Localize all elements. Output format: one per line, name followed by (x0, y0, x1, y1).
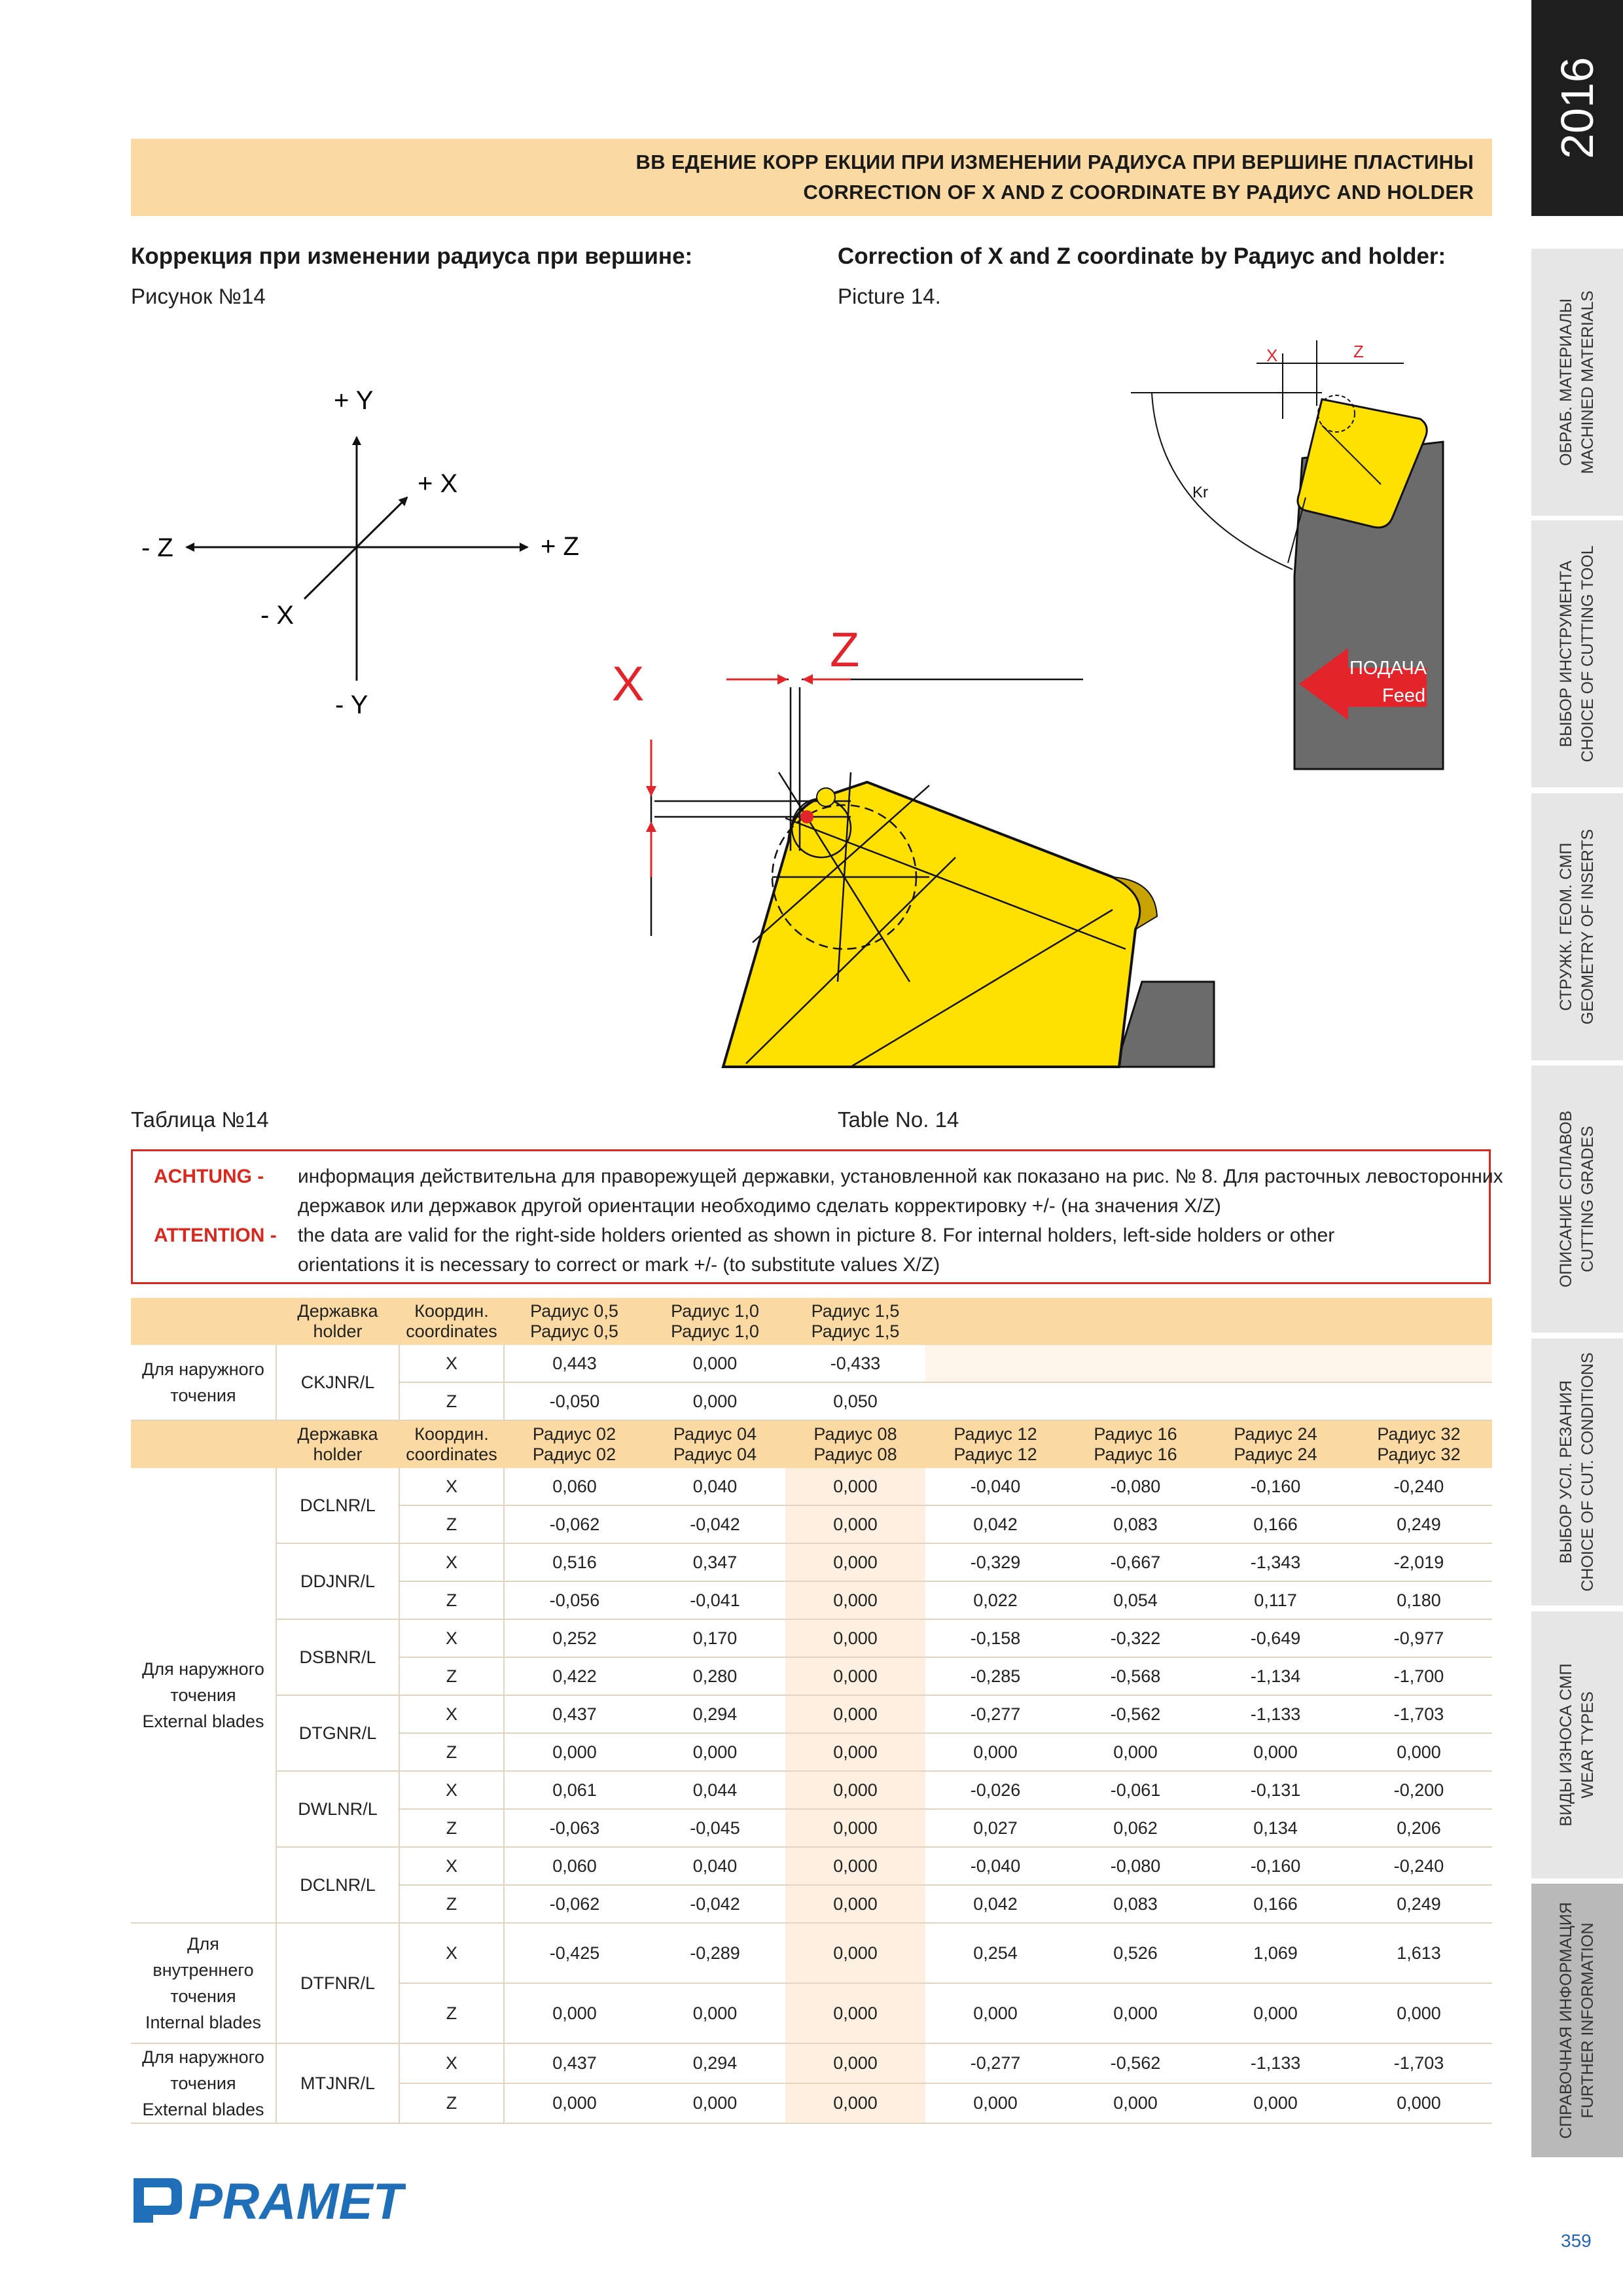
value-cell: 0,060 (504, 1847, 645, 1885)
value-cell: 0,249 (1346, 1885, 1492, 1923)
pramet-logo (131, 2173, 406, 2225)
page-number: 359 (1561, 2231, 1592, 2251)
value-cell: -1,700 (1346, 1657, 1492, 1695)
value-cell: -0,063 (504, 1809, 645, 1847)
header-cell: Радиус 02 Радиус 02 (504, 1420, 645, 1468)
table-row (131, 1619, 1492, 1657)
header-cell: Координ. coordinates (399, 1420, 504, 1468)
header-cell: Радиус 04 Радиус 04 (645, 1420, 785, 1468)
value-cell: 0,000 (504, 1733, 645, 1771)
value-cell: 0,061 (504, 1771, 645, 1809)
value-cell: -0,240 (1346, 1847, 1492, 1885)
value-cell: -0,200 (1346, 1771, 1492, 1809)
axis-label-plus-y: + Y (334, 386, 374, 415)
header-empty (925, 1298, 1065, 1345)
empty-cell (925, 1345, 1065, 1382)
value-cell: 0,042 (925, 1505, 1065, 1543)
sidebar-tab-en: CHOICE OF CUTTING TOOL (1578, 545, 1597, 762)
coordinate: X (399, 1923, 504, 1983)
value-cell: -1,703 (1346, 2043, 1492, 2083)
feed-label-ru: ПОДАЧА (1349, 658, 1427, 679)
value-cell: 0,062 (1065, 1809, 1205, 1847)
value-cell: 0,042 (925, 1885, 1065, 1923)
value-cell: -0,277 (925, 2043, 1065, 2083)
sidebar-tab-label (1556, 1902, 1599, 2139)
header-cell: Радиус 12 Радиус 12 (925, 1420, 1065, 1468)
axis-label-plus-z: + Z (541, 532, 579, 561)
value-cell: 0,000 (785, 1847, 925, 1885)
table-row (131, 1771, 1492, 1809)
header-empty (1065, 1298, 1205, 1345)
value-cell: 0,040 (645, 1468, 785, 1505)
value-cell: 0,254 (925, 1923, 1065, 1983)
value-cell: -0,026 (925, 1771, 1065, 1809)
sidebar-tab-7[interactable] (1531, 1884, 1623, 2157)
empty-cell (1065, 1382, 1205, 1420)
warning-en-line2: orientations it is necessary to correct or mark +/- (to substitute values X/Z) (298, 1254, 940, 1276)
header-title-ru: ВВ ЕДЕНИЕ КОРР ЕКЦИИ ПРИ ИЗМЕНЕНИИ РАДИУСА ПРИ ВЕРШИНЕ ПЛАСТИНЫ (635, 151, 1474, 173)
header-cell: Координ. coordinates (399, 1298, 504, 1345)
value-cell: -0,158 (925, 1619, 1065, 1657)
table-row (131, 1923, 1492, 1983)
insert-detail (651, 679, 1214, 1067)
sidebar-tab-ru: ВИДЫ ИЗНОСА СМП (1557, 1663, 1575, 1827)
sidebar-tab-label (1556, 1111, 1599, 1287)
value-cell: 0,000 (504, 1983, 645, 2043)
coordinate: Z (399, 1505, 504, 1543)
header-cell: Радиус 16 Радиус 16 (1065, 1420, 1205, 1468)
year-label: 2016 (1552, 57, 1603, 159)
value-cell: -0,042 (645, 1505, 785, 1543)
sidebar-tab-ru: СТРУЖК. ГЕОМ. СМП (1557, 842, 1575, 1011)
value-cell: 0,000 (645, 1983, 785, 2043)
table-row (131, 1468, 1492, 1505)
value-cell: 0,000 (1205, 1733, 1346, 1771)
value-cell: 0,000 (1065, 1983, 1205, 2043)
value-cell: 0,294 (645, 1695, 785, 1733)
value-cell: -0,285 (925, 1657, 1065, 1695)
coordinate: Z (399, 1733, 504, 1771)
value-cell: 0,000 (1346, 1983, 1492, 2043)
header-cell: Радиус 1,0 Радиус 1,0 (645, 1298, 785, 1345)
value-cell: 0,000 (1346, 2083, 1492, 2123)
coordinate: Z (399, 2083, 504, 2123)
value-cell: -0,160 (1205, 1847, 1346, 1885)
header-empty (1346, 1298, 1492, 1345)
value-cell: -0,080 (1065, 1468, 1205, 1505)
header-cell: Радиус 24 Радиус 24 (1205, 1420, 1346, 1468)
correction-table (131, 1298, 1492, 2124)
warning-ru-line1: информация действительна для праворежущей державки, установленной как показано на рис. № 8. Для расточных левосторонних (298, 1166, 1503, 1187)
value-cell: -0,667 (1065, 1543, 1205, 1581)
holder-name: DDJNR/L (276, 1543, 399, 1619)
axis-label-minus-z: - Z (141, 533, 173, 562)
small-z-label: Z (1353, 342, 1364, 361)
value-cell: -0,322 (1065, 1619, 1205, 1657)
big-z-label: Z (830, 622, 860, 677)
value-cell: 0,083 (1065, 1885, 1205, 1923)
value-cell: -0,562 (1065, 2043, 1205, 2083)
value-cell: 0,000 (785, 1983, 925, 2043)
heading-en: Correction of X and Z coordinate by Радиус and holder: (838, 243, 1446, 269)
table-row (131, 1543, 1492, 1581)
value-cell: 0,000 (1346, 1733, 1492, 1771)
value-cell: 0,027 (925, 1809, 1065, 1847)
value-cell: -2,019 (1346, 1543, 1492, 1581)
value-cell: 0,443 (504, 1345, 645, 1382)
value-cell: 0,044 (645, 1771, 785, 1809)
sidebar-tab-ru: ОПИСАНИЕ СПЛАВОВ (1557, 1110, 1575, 1288)
value-cell: 0,422 (504, 1657, 645, 1695)
big-x-label: X (612, 656, 645, 711)
achtung-label: ACHTUNG - (154, 1166, 264, 1187)
value-cell: -0,061 (1065, 1771, 1205, 1809)
value-cell: -1,133 (1205, 1695, 1346, 1733)
value-cell: 0,170 (645, 1619, 785, 1657)
value-cell: -0,131 (1205, 1771, 1346, 1809)
value-cell: -0,062 (504, 1885, 645, 1923)
value-cell: -1,133 (1205, 2043, 1346, 2083)
header-cell: Радиус 32 Радиус 32 (1346, 1420, 1492, 1468)
value-cell: 0,180 (1346, 1581, 1492, 1619)
value-cell: 0,083 (1065, 1505, 1205, 1543)
axis-label-plus-x: + X (418, 469, 458, 498)
axis-diagram (187, 437, 527, 681)
value-cell: -0,433 (785, 1345, 925, 1382)
value-cell: -0,056 (504, 1581, 645, 1619)
value-cell: -0,649 (1205, 1619, 1346, 1657)
coordinate: X (399, 1345, 504, 1382)
picture-caption-ru: Рисунок №14 (131, 284, 266, 308)
warning-en-line1: the data are valid for the right-side holders oriented as shown in picture 8. For internal holders, left-side holders or other (298, 1225, 1335, 1246)
coordinate: X (399, 1847, 504, 1885)
coordinate: Z (399, 1885, 504, 1923)
value-cell: 0,000 (785, 1885, 925, 1923)
logo-text: PRAMET (188, 2173, 404, 2225)
value-cell: -0,160 (1205, 1468, 1346, 1505)
value-cell: 0,000 (925, 2083, 1065, 2123)
value-cell: 0,000 (1205, 2083, 1346, 2123)
empty-cell (1346, 1382, 1492, 1420)
sidebar-tab-ru: ВЫБОР ИНСТРУМЕНТА (1557, 560, 1575, 747)
header-title-en: CORRECTION OF X AND Z COORDINATE BY РАДИУС AND HOLDER (803, 181, 1474, 204)
value-cell: 0,117 (1205, 1581, 1346, 1619)
value-cell: -0,040 (925, 1847, 1065, 1885)
table-row (131, 1695, 1492, 1733)
value-cell: -0,289 (645, 1923, 785, 1983)
coordinate: X (399, 1543, 504, 1581)
value-cell: 0,000 (645, 1345, 785, 1382)
value-cell: 0,000 (785, 1581, 925, 1619)
value-cell: 0,134 (1205, 1809, 1346, 1847)
attention-box (131, 1149, 1503, 1284)
header-cell: Державка holder (276, 1420, 399, 1468)
attention-label: ATTENTION - (154, 1225, 277, 1246)
holder-name: MTJNR/L (276, 2043, 399, 2123)
header-empty (131, 1420, 276, 1468)
value-cell: -0,977 (1346, 1619, 1492, 1657)
header-empty (131, 1298, 276, 1345)
coordinate: X (399, 1468, 504, 1505)
value-cell: -1,343 (1205, 1543, 1346, 1581)
value-cell: 0,000 (785, 1505, 925, 1543)
sidebar-tab-en: WEAR TYPES (1578, 1691, 1597, 1799)
value-cell: 0,000 (785, 1619, 925, 1657)
correction-figure (0, 0, 1623, 1113)
coordinate: X (399, 2043, 504, 2083)
value-cell: 0,000 (504, 2083, 645, 2123)
group-label: Для наружного точения External blades (131, 2043, 276, 2123)
empty-cell (925, 1382, 1065, 1420)
value-cell: 0,249 (1346, 1505, 1492, 1543)
kr-label: Kr (1192, 484, 1208, 501)
empty-cell (1205, 1382, 1346, 1420)
value-cell: 0,000 (785, 1733, 925, 1771)
group-label: Для внутреннего точения Internal blades (131, 1923, 276, 2043)
holder-shape (1116, 982, 1214, 1067)
sidebar-tab-ru: ВЫБОР УСЛ. РЕЗАНИЯ (1557, 1380, 1575, 1564)
heading-ru: Коррекция при изменении радиуса при вершине: (131, 243, 693, 269)
value-cell: -0,045 (645, 1809, 785, 1847)
axis-x-minus (304, 547, 357, 599)
value-cell: 0,166 (1205, 1505, 1346, 1543)
value-cell: -0,425 (504, 1923, 645, 1983)
holder-name: DTGNR/L (276, 1695, 399, 1771)
holder-name: DCLNR/L (276, 1468, 399, 1543)
coordinate: X (399, 1695, 504, 1733)
header-cell: Державка holder (276, 1298, 399, 1345)
value-cell: -0,568 (1065, 1657, 1205, 1695)
sidebar-tab-5[interactable] (1531, 1338, 1623, 1605)
value-cell: -0,062 (504, 1505, 645, 1543)
value-cell: 0,294 (645, 2043, 785, 2083)
value-cell: 0,000 (925, 1733, 1065, 1771)
holder-name: DTFNR/L (276, 1923, 399, 2043)
value-cell: -0,562 (1065, 1695, 1205, 1733)
table-header-row (131, 1298, 1492, 1345)
value-cell: 0,252 (504, 1619, 645, 1657)
sidebar-tab-ru: СПРАВОЧНАЯ ИНФОРМАЦИЯ (1557, 1902, 1575, 2139)
header-cell: Радиус 1,5 Радиус 1,5 (785, 1298, 925, 1345)
sidebar-tab-label (1556, 1352, 1599, 1591)
group-label: Для наружного точения (131, 1345, 276, 1420)
value-cell: -0,080 (1065, 1847, 1205, 1885)
value-cell: 0,000 (785, 2083, 925, 2123)
empty-cell (1346, 1345, 1492, 1382)
value-cell: 0,437 (504, 1695, 645, 1733)
sidebar-tab-en: FURTHER INFORMATION (1578, 1922, 1597, 2119)
picture-caption-en: Picture 14. (838, 284, 941, 308)
value-cell: 0,000 (645, 1733, 785, 1771)
header-cell: Радиус 08 Радиус 08 (785, 1420, 925, 1468)
value-cell: -0,240 (1346, 1468, 1492, 1505)
value-cell: -1,703 (1346, 1695, 1492, 1733)
sidebar-tab-en: MACHINED MATERIALS (1578, 290, 1597, 475)
holder-name: DCLNR/L (276, 1847, 399, 1923)
value-cell: 0,516 (504, 1543, 645, 1581)
coordinate: X (399, 1619, 504, 1657)
axis-label-minus-x: - X (260, 601, 294, 630)
small-x-label: X (1266, 346, 1278, 365)
holder-name: CKJNR/L (276, 1345, 399, 1420)
value-cell: 0,280 (645, 1657, 785, 1695)
coordinate: Z (399, 1983, 504, 2043)
warning-ru-line2: державок или державок другой ориентации необходимо сделать корректировку +/- (на значения X/Z) (298, 1195, 1221, 1217)
value-cell: 0,000 (785, 2043, 925, 2083)
value-cell: -0,042 (645, 1885, 785, 1923)
value-cell: -0,329 (925, 1543, 1065, 1581)
value-cell: 0,000 (785, 1809, 925, 1847)
value-cell: -0,041 (645, 1581, 785, 1619)
value-cell: 0,040 (645, 1847, 785, 1885)
value-cell: 0,000 (785, 1543, 925, 1581)
value-cell: 0,000 (785, 1923, 925, 1983)
table-caption-ru: Таблица №14 (131, 1107, 269, 1132)
value-cell: 0,000 (785, 1771, 925, 1809)
value-cell: 0,000 (785, 1695, 925, 1733)
value-cell: 0,347 (645, 1543, 785, 1581)
value-cell: 1,613 (1346, 1923, 1492, 1983)
empty-cell (1205, 1345, 1346, 1382)
value-cell: 0,000 (1065, 2083, 1205, 2123)
table-row (131, 2043, 1492, 2083)
sidebar-tab-ru: ОБРАБ. МАТЕРИАЛЫ (1557, 298, 1575, 466)
header-cell: Радиус 0,5 Радиус 0,5 (504, 1298, 645, 1345)
sidebar-tab-en: GEOMETRY OF INSERTS (1578, 829, 1597, 1025)
value-cell: 0,000 (785, 1468, 925, 1505)
value-cell: 0,000 (925, 1983, 1065, 2043)
sidebar-tab-6[interactable] (1531, 1611, 1623, 1878)
value-cell: -0,040 (925, 1468, 1065, 1505)
value-cell: -0,277 (925, 1695, 1065, 1733)
table-caption-en: Table No. 14 (838, 1107, 959, 1132)
table-row (131, 1847, 1492, 1885)
holder-name: DWLNR/L (276, 1771, 399, 1847)
table-header-row (131, 1420, 1492, 1468)
sidebar-tab-en: CUTTING GRADES (1578, 1126, 1597, 1272)
value-cell: 0,022 (925, 1581, 1065, 1619)
coordinate: Z (399, 1657, 504, 1695)
value-cell: -1,134 (1205, 1657, 1346, 1695)
header-empty (1205, 1298, 1346, 1345)
axis-x-plus (357, 497, 407, 547)
value-cell: 0,437 (504, 2043, 645, 2083)
value-cell: 0,000 (645, 2083, 785, 2123)
group-label: Для наружного точения External blades (131, 1468, 276, 1923)
value-cell: 1,069 (1205, 1923, 1346, 1983)
sidebar-tab-en: CHOICE OF CUT. CONDITIONS (1578, 1352, 1597, 1592)
feed-label-en: Feed (1382, 685, 1426, 706)
value-cell: 0,166 (1205, 1885, 1346, 1923)
empty-cell (1065, 1345, 1205, 1382)
table-row (131, 1345, 1492, 1382)
value-cell: 0,000 (1065, 1733, 1205, 1771)
value-cell: 0,526 (1065, 1923, 1205, 1983)
coordinate: X (399, 1771, 504, 1809)
coordinate: Z (399, 1382, 504, 1420)
holder-name: DSBNR/L (276, 1619, 399, 1695)
value-cell: 0,000 (645, 1382, 785, 1420)
value-cell: 0,054 (1065, 1581, 1205, 1619)
value-cell: 0,000 (1205, 1983, 1346, 2043)
coordinate: Z (399, 1581, 504, 1619)
sidebar-tab-label (1556, 1664, 1599, 1827)
axis-label-minus-y: - Y (335, 691, 368, 719)
value-cell: -0,050 (504, 1382, 645, 1420)
value-cell: 0,206 (1346, 1809, 1492, 1847)
value-cell: 0,060 (504, 1468, 645, 1505)
value-cell: 0,050 (785, 1382, 925, 1420)
coordinate: Z (399, 1809, 504, 1847)
value-cell: 0,000 (785, 1657, 925, 1695)
